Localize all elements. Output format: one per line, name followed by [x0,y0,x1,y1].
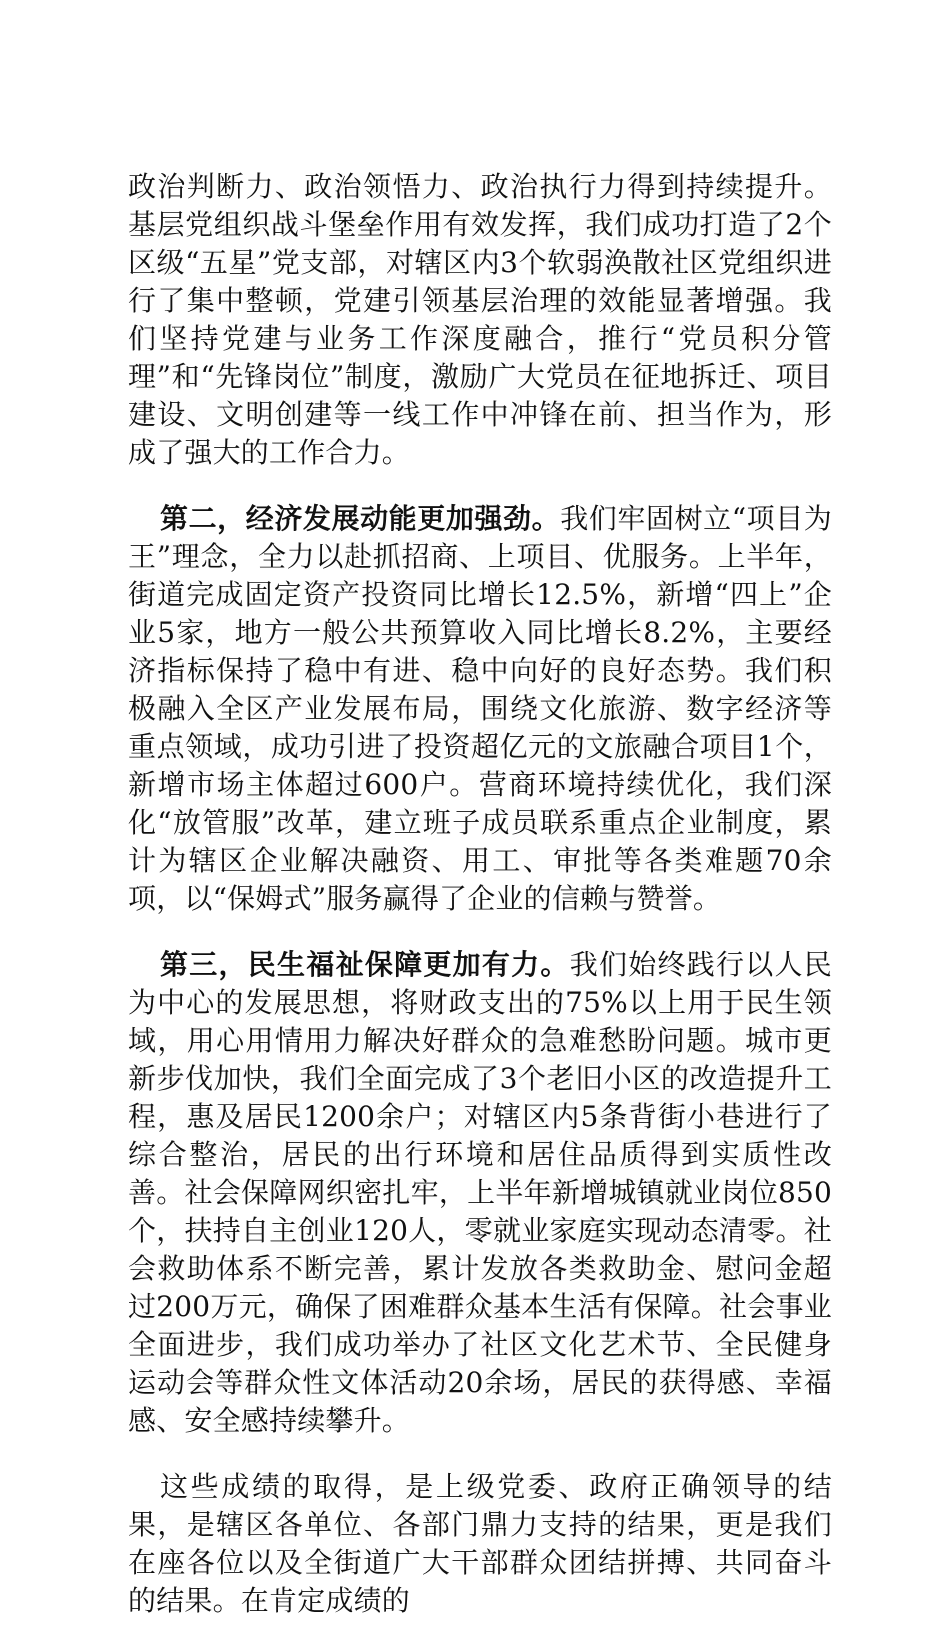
paragraph-text: 我们牢固树立“项目为王”理念，全力以赴抓招商、上项目、优服务。上半年，街道完成固定资产投资同比增长12.5%，新增“四上”企业5家，地方一般公共预算收入同比增长8.2%，主要经济指标保持了稳中有进、稳中向好的良好态势。我们积极融入全区产业发展布局，围绕文化旅游、数字经济等重点领域，成功引进了投资超亿元的文旅融合项目1个，新增市场主体超过600户。营商环境持续优化，我们深化“放管服”改革，建立班子成员联系重点企业制度，累计为辖区企业解决融资、用工、审批等各类难题70余项，以“保姆式”服务赢得了企业的信赖与赞誉。 [128,502,832,915]
paragraph-livelihood [128,946,832,1440]
paragraph-heading: 第三，民生福祉保障更加有力。 [160,948,570,981]
paragraph-text: 这些成绩的取得，是上级党委、政府正确领导的结果，是辖区各单位、各部门鼎力支持的结果，更是我们在座各位以及全街道广大干部群众团结拼搏、共同奋斗的结果。在肯定成绩的 [128,1470,832,1617]
paragraph-economy [128,500,832,918]
paragraph-text: 我们始终践行以人民为中心的发展思想，将财政支出的75%以上用于民生领域，用心用情用力解决好群众的急难愁盼问题。城市更新步伐加快，我们全面完成了3个老旧小区的改造提升工程，惠及居民1200余户；对辖区内5条背街小巷进行了综合整治，居民的出行环境和居住品质得到实质性改善。社会保障网织密扎牢，上半年新增城镇就业岗位850个，扶持自主创业120人，零就业家庭实现动态清零。社会救助体系不断完善，累计发放各类救助金、慰问金超过200万元，确保了困难群众基本生活有保障。社会事业全面进步，我们成功举办了社区文化艺术节、全民健身运动会等群众性文体活动20余场，居民的获得感、幸福感、安全感持续攀升。 [128,948,832,1437]
paragraph-text: 政治判断力、政治领悟力、政治执行力得到持续提升。基层党组织战斗堡垒作用有效发挥，我们成功打造了2个区级“五星”党支部，对辖区内3个软弱涣散社区党组织进行了集中整顿，党建引领基层治理的效能显著增强。我们坚持党建与业务工作深度融合，推行“党员积分管理”和“先锋岗位”制度，激励广大党员在征地拆迁、项目建设、文明创建等一线工作中冲锋在前、担当作为，形成了强大的工作合力。 [128,170,832,469]
paragraph-heading: 第二，经济发展动能更加强劲。 [160,502,561,535]
paragraph-conclusion [128,1468,832,1620]
document-page [128,168,832,1648]
paragraph-party-building [128,168,832,472]
